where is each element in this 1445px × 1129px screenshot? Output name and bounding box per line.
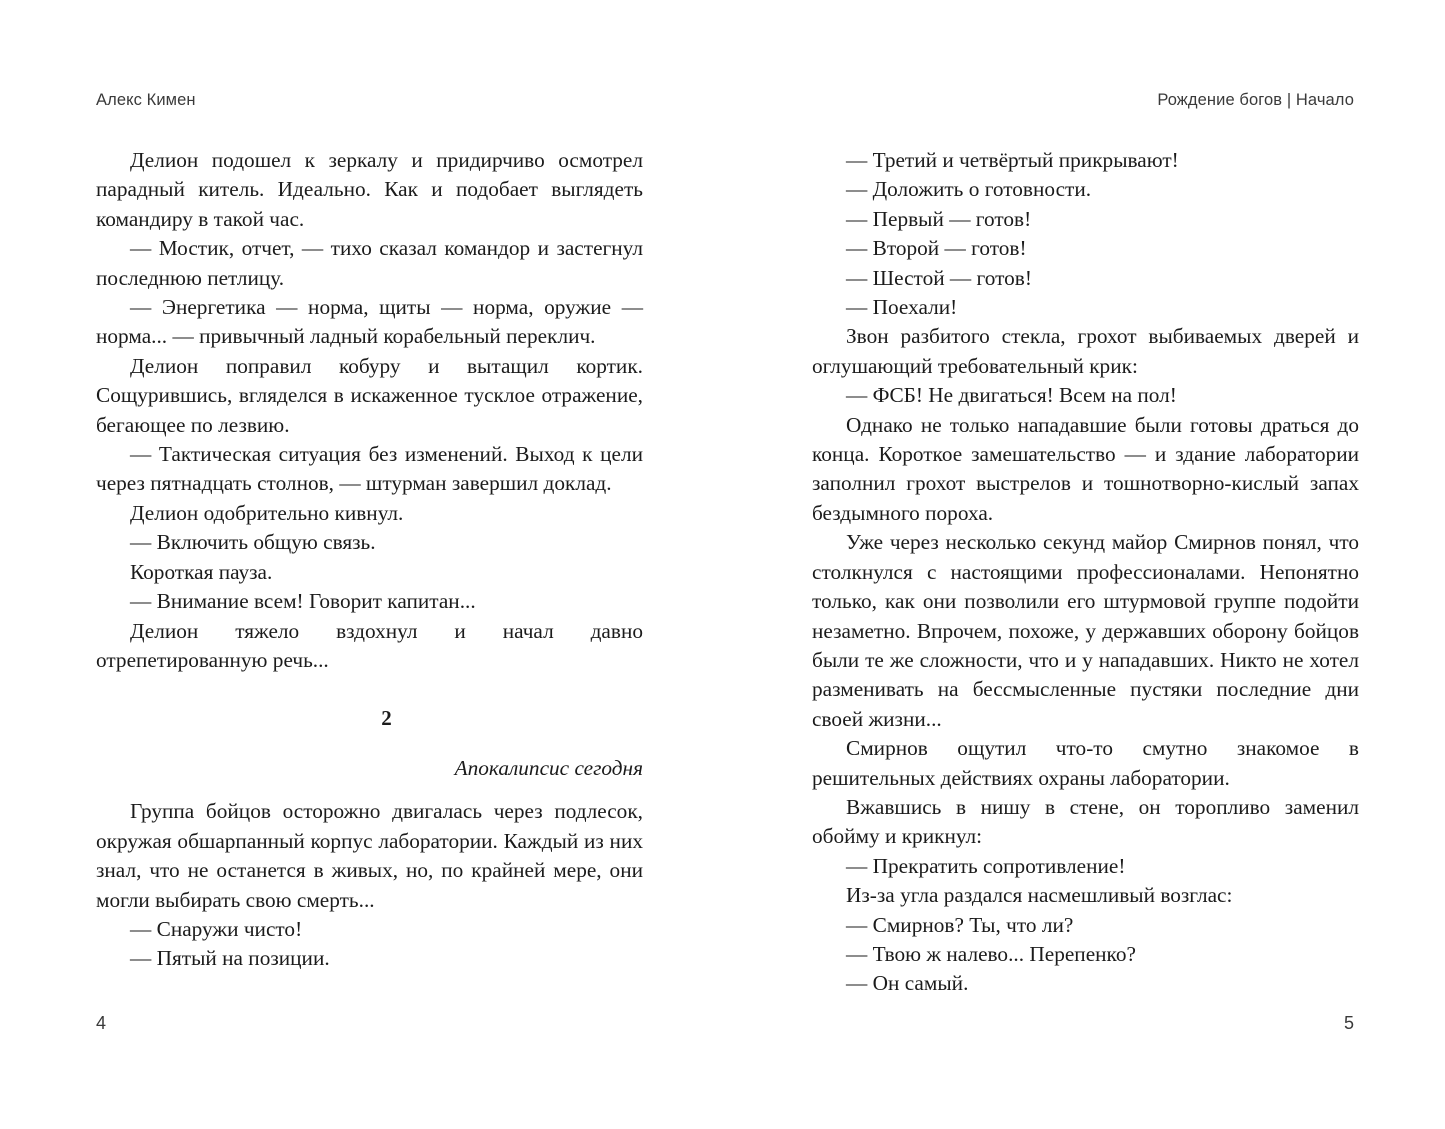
paragraph: — Второй — готов! [846,236,1027,261]
paragraph: Группа бойцов осторожно двигалась через подлесок, окружая обшарпанный корпус лаборатории. Каждый из них знал, что не останется в живых, но, по крайней мере, они могли выбирать свою смерть... [96,799,643,912]
paragraph: — Снаружи чисто! [130,916,303,941]
paragraph: — ФСБ! Не двигаться! Всем на пол! [846,383,1177,408]
paragraph: — Твою ж налево... Перепенко? [846,941,1136,966]
paragraph: — Смирнов? Ты, что ли? [846,912,1074,937]
paragraph: — Энергетика — норма, щиты — норма, оружие — норма... — привычный ладный корабельный переклич. [96,295,643,349]
running-head-author: Алекс Кимен [96,91,196,109]
page-right [722,0,1444,1129]
paragraph: — Третий и четвёртый прикрывают! [846,148,1179,172]
paragraph: — Шестой — готов! [846,265,1032,290]
page-number-left: 4 [96,1013,107,1033]
page-number-right: 5 [1343,1013,1354,1033]
text-column-left [96,146,643,974]
paragraph: Однако не только нападавшие были готовы драться до конца. Короткое замешательство — и здание лаборатории заполнил грохот выстрелов и тошнотворно-кислый запах бездымного пороха. [812,412,1359,525]
page-left [0,0,722,1129]
paragraph: — Он самый. [846,971,969,996]
paragraph: — Доложить о готовности. [846,177,1092,202]
chapter-number: 2 [381,706,392,731]
paragraph: Вжавшись в нишу в стене, он торопливо заменил обойму и крикнул: [812,794,1359,849]
paragraph: — Тактическая ситуация без изменений. Выход к цели через пятнадцать столнов, — штурман завершил доклад. [96,442,643,496]
paragraph: Смирнов ощутил что-то смутно знакомое в решительных действиях охраны лаборатории. [812,736,1359,790]
paragraph: Из-за угла раздался насмешливый возглас: [846,883,1233,908]
paragraph: — Прекратить сопротивление! [846,853,1126,878]
paragraph: — Пятый на позиции. [130,946,330,971]
paragraph: Делион одобрительно кивнул. [130,500,404,525]
chapter-subtitle: Апокалипсис сегодня [454,756,643,781]
paragraph: — Включить общую связь. [130,530,376,555]
running-head-title: Рождение богов | Начало [1157,91,1354,109]
paragraph: — Первый — готов! [846,206,1032,231]
paragraph: — Внимание всем! Говорит капитан... [130,589,476,614]
paragraph: — Мостик, отчет, — тихо сказал командор и застегнул последнюю петлицу. [96,236,643,290]
paragraph: Делион подошел к зеркалу и придирчиво осмотрел парадный китель. Идеально. Как и подобает выглядеть командиру в такой час. [96,148,643,231]
paragraph: Делион поправил кобуру и вытащил кортик. Сощурившись, вгляделся в искаженное тусклое отражение, бегающее по лезвию. [96,353,643,437]
paragraph: — Поехали! [846,295,958,320]
paragraph: Короткая пауза. [130,559,273,584]
paragraph: Звон разбитого стекла, грохот выбиваемых дверей и оглушающий требовательный крик: [812,324,1359,378]
paragraph: Уже через несколько секунд майор Смирнов понял, что столкнулся с настоящими профессионалами. Непонятно только, как они позволили его штурмовой группе подойти незаметно. Впрочем, похоже, у державших оборону бойцов были те же сложности, что и у нападавших. Никто не хотел разменивать на бессмысленные пустяки последние дни своей жизни... [812,530,1359,731]
text-column-right [812,146,1359,999]
paragraph: Делион тяжело вздохнул и начал давно отрепетированную речь... [96,618,643,672]
